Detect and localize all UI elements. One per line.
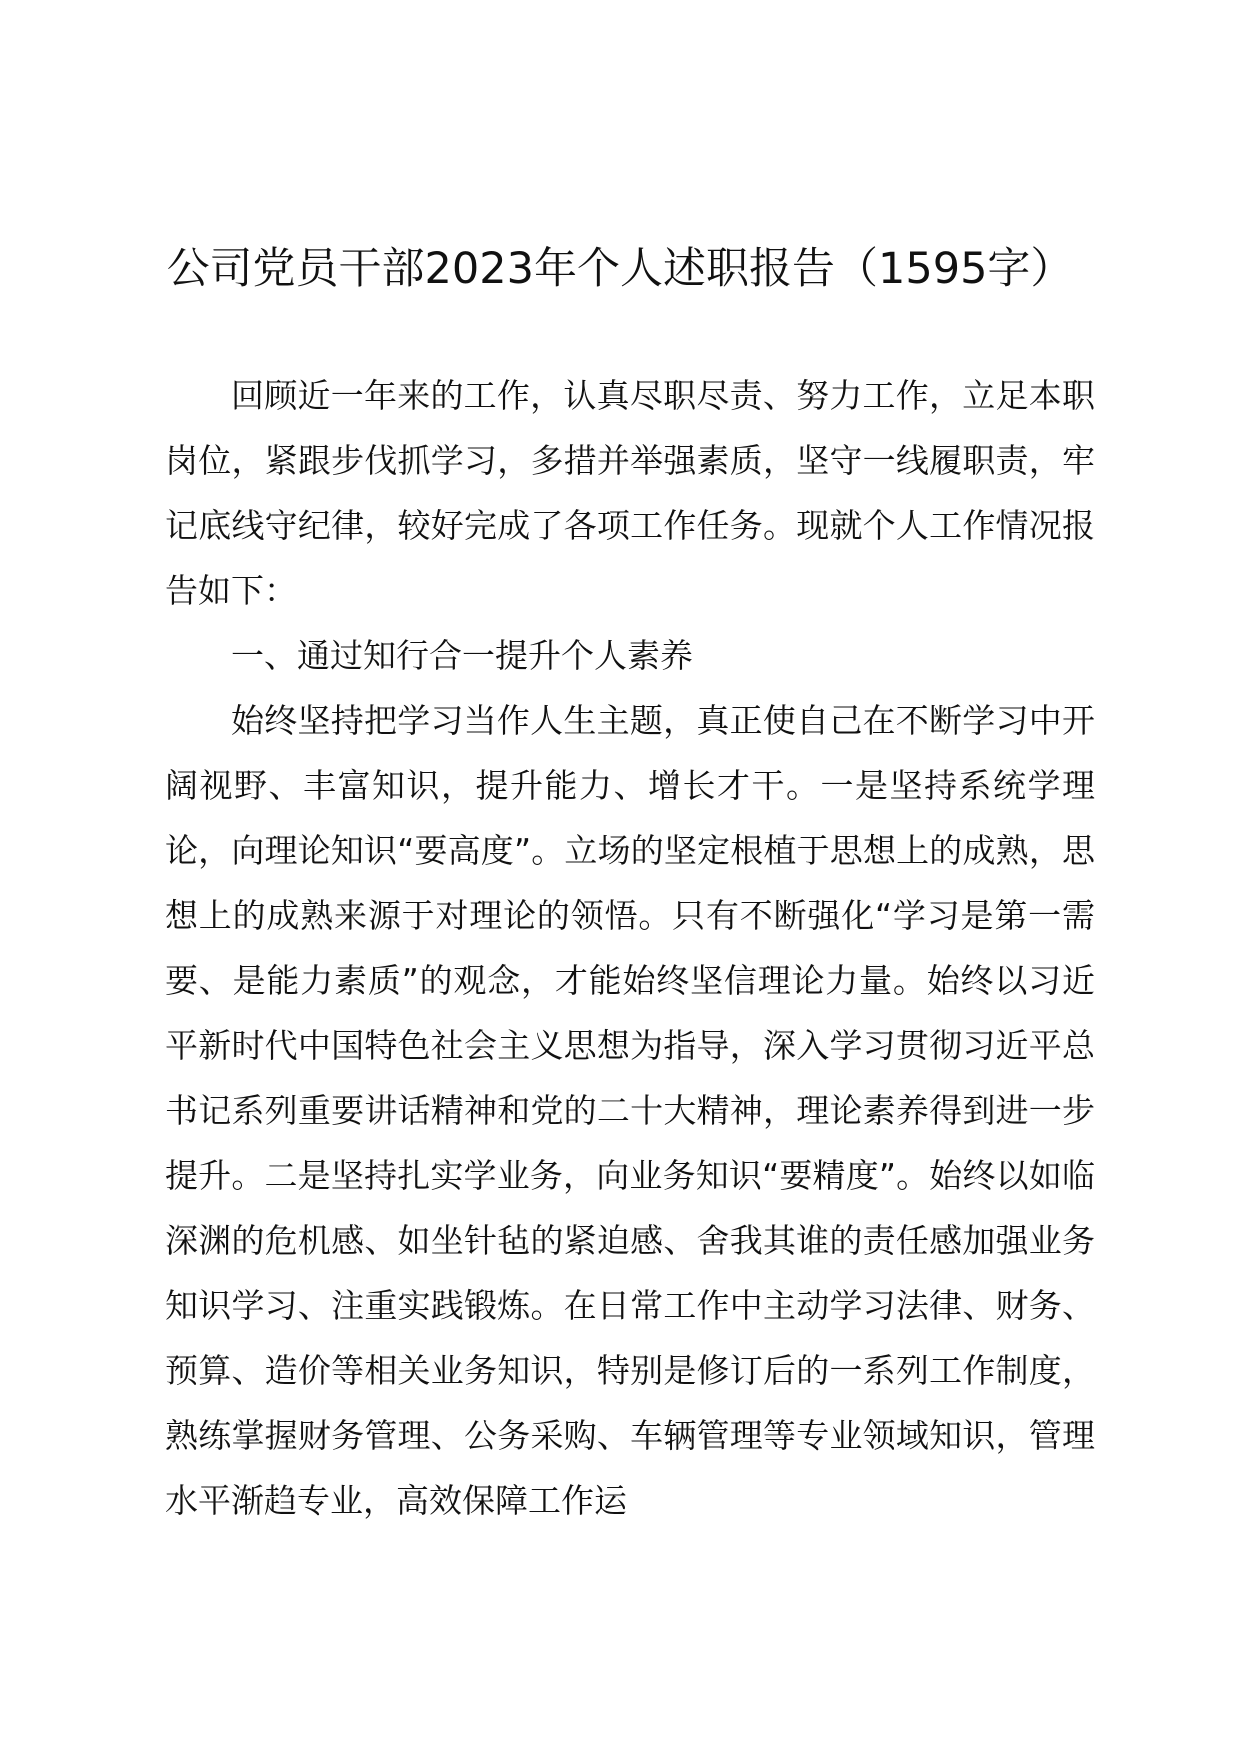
document-body (165, 363, 1095, 1533)
section-1-paragraph: 始终坚持把学习当作人生主题，真正使自己在不断学习中开阔视野、丰富知识，提升能力、增长才干。一是坚持系统学理论，向理论知识“要高度”。立场的坚定根植于思想上的成熟，思想上的成熟来源于对理论的领悟。只有不断强化“学习是第一需要、是能力素质”的观念，才能始终坚信理论力量。始终以习近平新时代中国特色社会主义思想为指导，深入学习贯彻习近平总书记系列重要讲话精神和党的二十大精神，理论素养得到进一步提升。二是坚持扎实学业务，向业务知识“要精度”。始终以如临深渊的危机感、如坐针毡的紧迫感、舍我其谁的责任感加强业务知识学习、注重实践锻炼。在日常工作中主动学习法律、财务、预算、造价等相关业务知识，特别是修订后的一系列工作制度，熟练掌握财务管理、公务采购、车辆管理等专业领域知识，管理水平渐趋专业，高效保障工作运 (165, 701, 1095, 1520)
document-title: 公司党员干部2023年个人述职报告（1595字） (166, 244, 1074, 294)
intro-paragraph: 回顾近一年来的工作，认真尽职尽责、努力工作，立足本职岗位，紧跟步伐抓学习，多措并举强素质，坚守一线履职责，牢记底线守纪律，较好完成了各项工作任务。现就个人工作情况报告如下： (165, 376, 1095, 610)
section-heading-1: 一、通过知行合一提升个人素养 (231, 636, 693, 675)
